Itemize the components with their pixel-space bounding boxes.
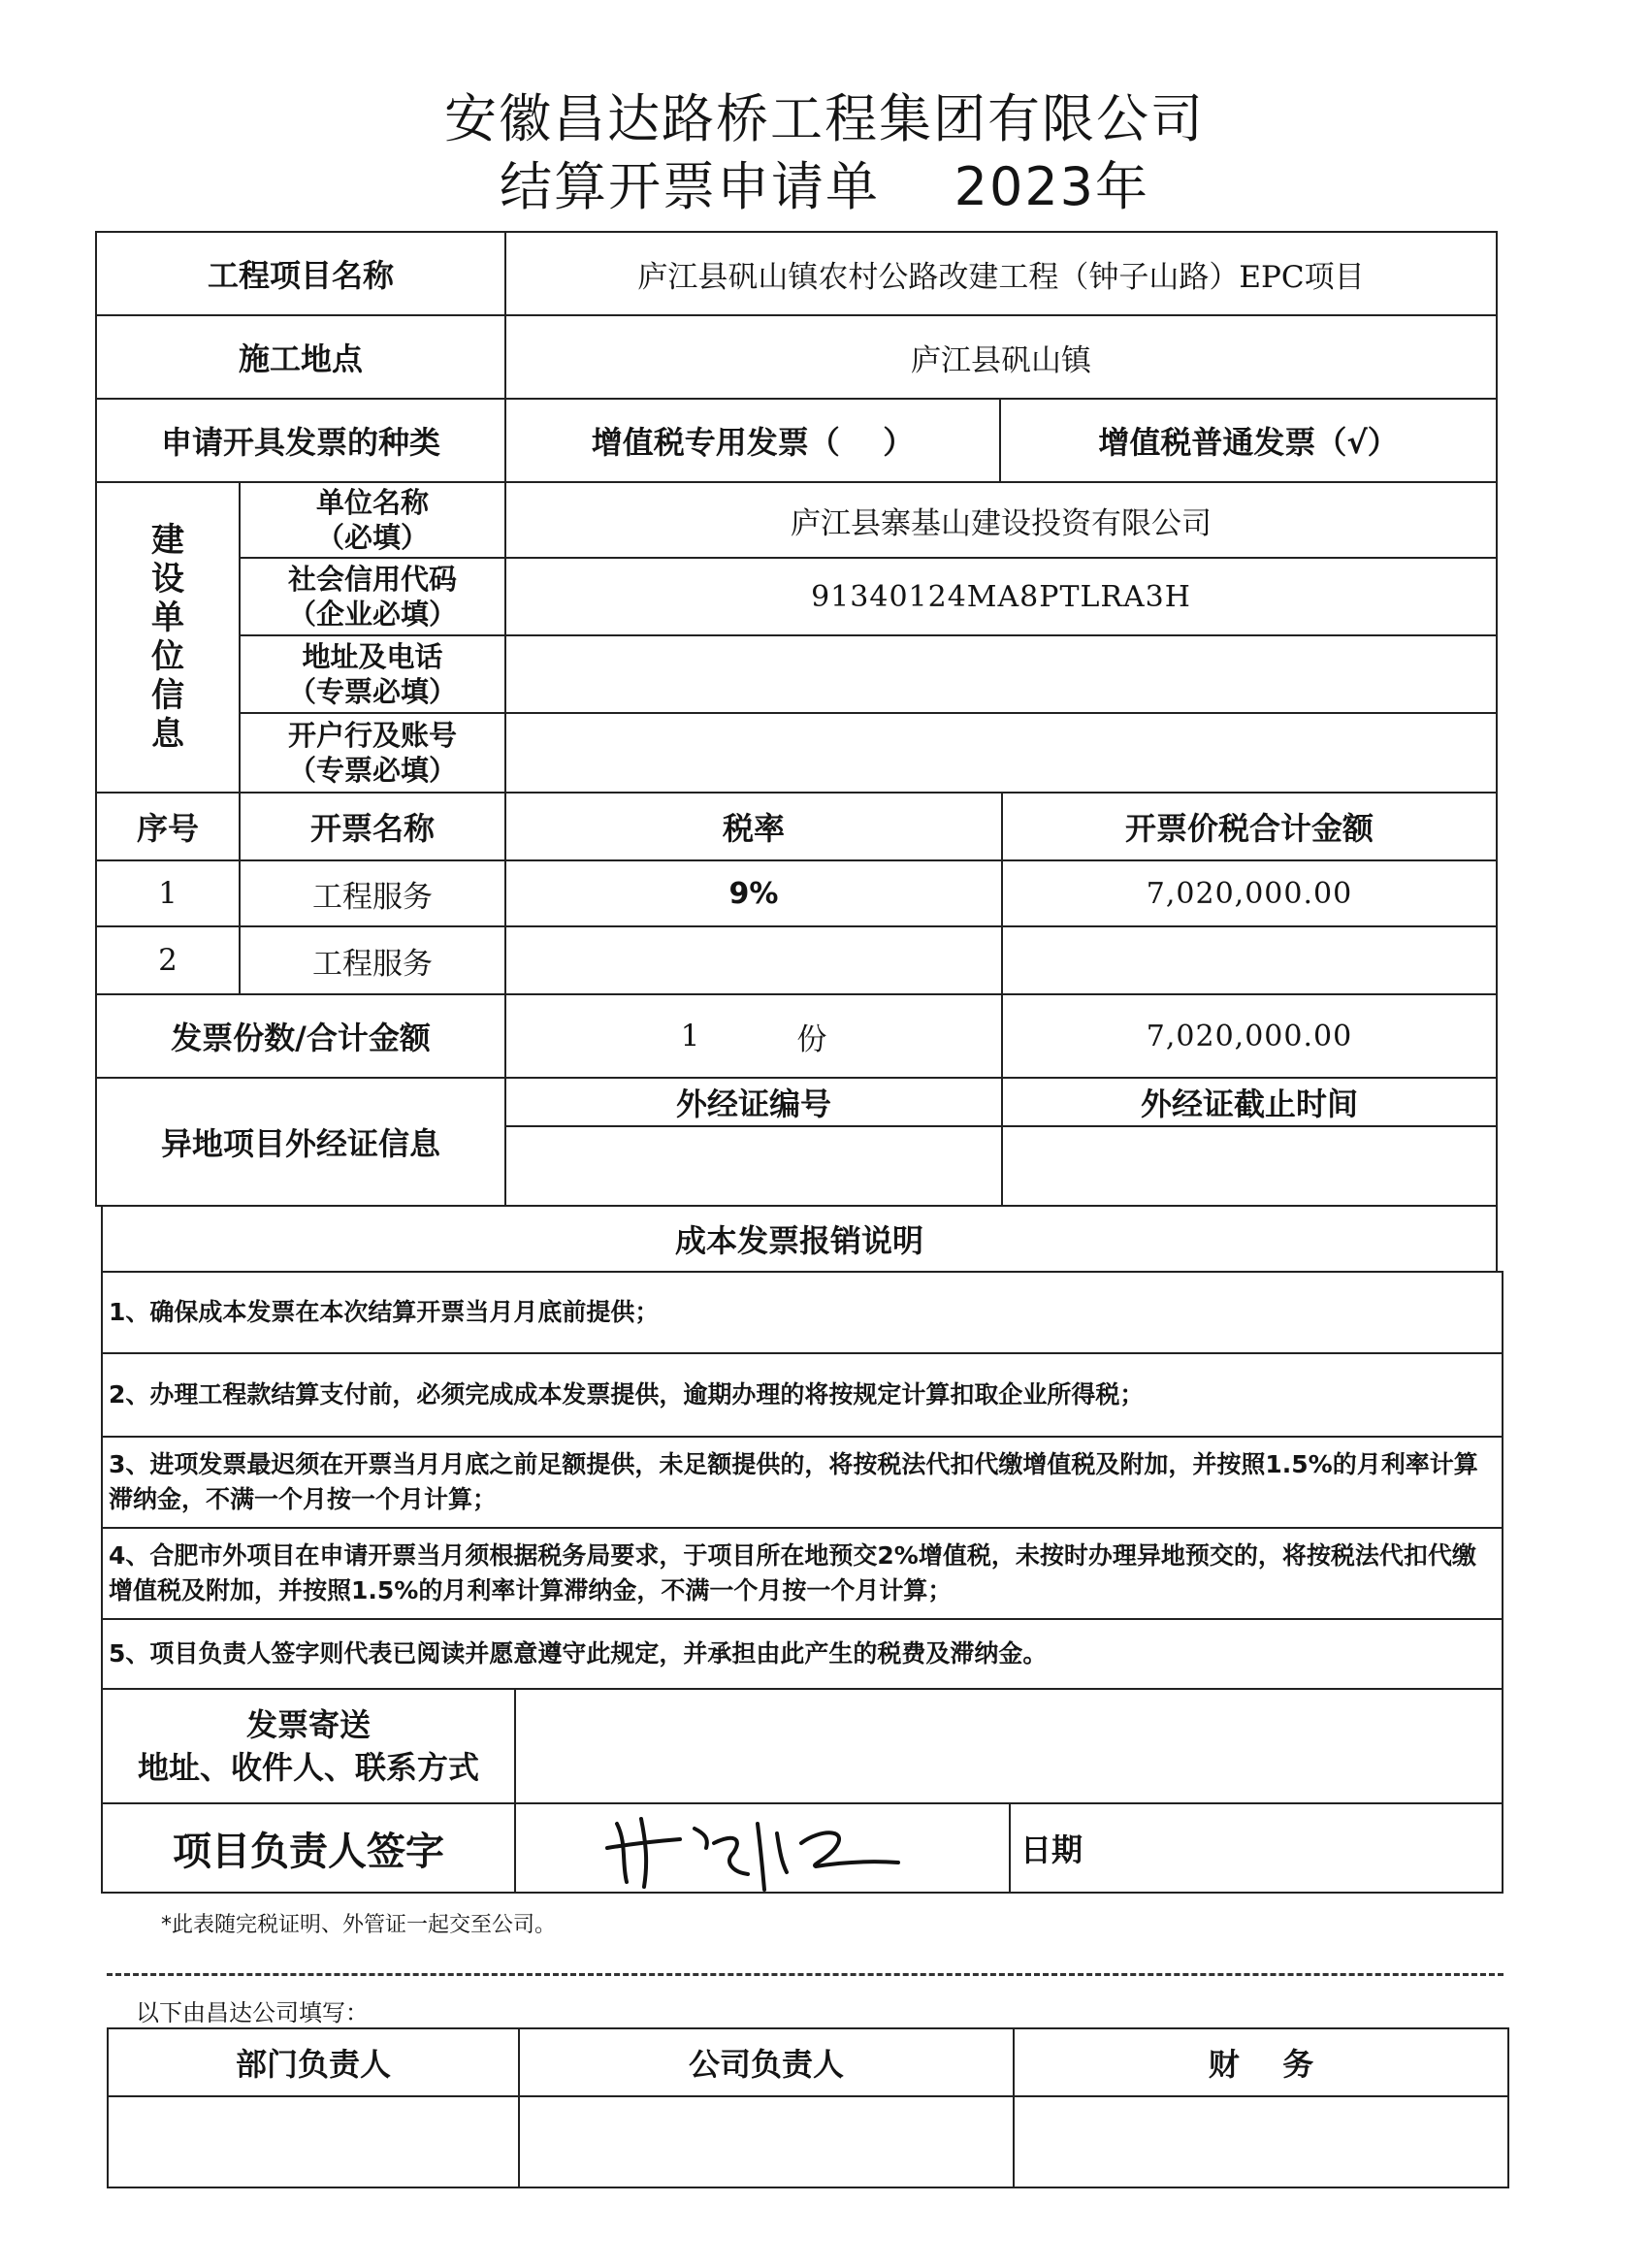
- cert-no-field[interactable]: [504, 1125, 1003, 1207]
- table-row-no: 1: [95, 859, 241, 927]
- table-row-rate: 9%: [504, 859, 1003, 927]
- mailing-label-line1: 发票寄送: [245, 1706, 371, 1743]
- invoice-type-label: 申请开具发票的种类: [95, 398, 506, 483]
- note-box: [101, 1527, 1504, 1620]
- bank-account-label: 开户行及账号: [287, 719, 457, 752]
- address-phone-hint: （专票必填）: [287, 675, 457, 708]
- credit-code-hint: （企业必填）: [287, 598, 457, 631]
- builder-field-label: [239, 712, 506, 794]
- builder-section-text: 建设单位信息: [151, 521, 184, 754]
- address-phone-label: 地址及电话: [302, 640, 443, 673]
- bank-account-hint: （专票必填）: [287, 754, 457, 787]
- invoice-count-unit: 份: [796, 1021, 827, 1057]
- footnote: *此表随完税证明、外管证一起交至公司。: [161, 1913, 557, 1937]
- normal-invoice-option[interactable]: 增值税普通发票（√）: [999, 398, 1498, 483]
- finance-header: 财 务: [1013, 2027, 1509, 2097]
- note-box: [101, 1271, 1504, 1354]
- project-name-value: 庐江县矾山镇农村公路改建工程（钟子山路）EPC项目: [504, 231, 1498, 316]
- address-phone-value[interactable]: [504, 634, 1498, 714]
- finance-field[interactable]: [1013, 2095, 1509, 2188]
- note-box: [101, 1618, 1504, 1690]
- site-label: 施工地点: [95, 314, 506, 400]
- note-item: 3、进项发票最迟须在开票当月月底之前足额提供，未足额提供的，将按税法代扣代缴增值税及附加，并按照1.5%的月利率计算滞纳金，不满一个月按一个月计算；: [109, 1450, 1478, 1513]
- company-head-header: 公司负责人: [518, 2027, 1015, 2097]
- totals-label: 发票份数/合计金额: [95, 993, 506, 1079]
- totals-count-cell: [504, 993, 1003, 1079]
- handwritten-signature: [588, 1804, 937, 1892]
- bank-account-value[interactable]: [504, 712, 1498, 794]
- site-value: 庐江县矾山镇: [504, 314, 1498, 400]
- unit-name-label: 单位名称: [315, 486, 429, 519]
- date-cell[interactable]: [1009, 1802, 1504, 1894]
- mailing-label: [101, 1688, 516, 1804]
- note-item: 1、确保成本发票在本次结算开票当月月底前提供；: [109, 1298, 660, 1326]
- table-row-name: 工程服务: [239, 925, 506, 995]
- table-row-name: 工程服务: [239, 859, 506, 927]
- sign-label-cell: [101, 1802, 516, 1894]
- table-row-amount[interactable]: [1001, 925, 1498, 995]
- table-row-no: 2: [95, 925, 241, 995]
- cert-no-header: 外经证编号: [504, 1077, 1003, 1127]
- table-row-rate[interactable]: [504, 925, 1003, 995]
- project-name-label: 工程项目名称: [95, 231, 506, 316]
- builder-section-label: [95, 481, 241, 794]
- credit-code-value: 91340124MA8PTLRA3H: [504, 557, 1498, 636]
- dept-head-field[interactable]: [107, 2095, 520, 2188]
- note-item: 2、办理工程款结算支付前，必须完成成本发票提供，逾期办理的将按规定计算扣取企业所得税；: [109, 1380, 1145, 1409]
- note-box: [101, 1436, 1504, 1529]
- col-header-no: 序号: [95, 792, 241, 861]
- note-box: [101, 1352, 1504, 1438]
- note-item: 5、项目负责人签字则代表已阅读并愿意遵守此规定，并承担由此产生的税费及滞纳金。: [109, 1639, 1048, 1668]
- special-invoice-option[interactable]: 增值税专用发票（ ）: [504, 398, 1001, 483]
- col-header-rate: 税率: [504, 792, 1003, 861]
- totals-amount: 7,020,000.00: [1001, 993, 1498, 1079]
- invoice-count: 1: [680, 1019, 700, 1053]
- unit-name-value: 庐江县寨基山建设投资有限公司: [504, 481, 1498, 559]
- signature-cell[interactable]: [514, 1802, 1011, 1894]
- note-item: 4、合肥市外项目在申请开票当月须根据税务局要求，于项目所在地预交2%增值税，未按时办理异地预交的，将按税法代扣代缴增值税及附加，并按照1.5%的月利率计算滞纳金，不满一个月按一个月计算；: [109, 1541, 1476, 1604]
- table-row-amount: 7,020,000.00: [1001, 859, 1498, 927]
- company-fill-intro: 以下由昌达公司填写：: [136, 1999, 369, 2026]
- unit-name-hint: （必填）: [315, 521, 429, 554]
- col-header-amount: 开票价税合计金额: [1001, 792, 1498, 861]
- sign-label: 项目负责人签字: [173, 1829, 444, 1874]
- form-title: 结算开票申请单 2023年: [499, 156, 1150, 217]
- cert-deadline-field[interactable]: [1001, 1125, 1498, 1207]
- dept-head-header: 部门负责人: [107, 2027, 520, 2097]
- cut-line: [107, 1973, 1504, 1976]
- credit-code-label: 社会信用代码: [287, 563, 457, 596]
- company-name: 安徽昌达路桥工程集团有限公司: [444, 88, 1205, 149]
- col-header-name: 开票名称: [239, 792, 506, 861]
- company-head-field[interactable]: [518, 2095, 1015, 2188]
- builder-field-label: [239, 481, 506, 559]
- builder-field-label: [239, 634, 506, 714]
- remote-label: 异地项目外经证信息: [95, 1077, 506, 1207]
- date-label: 日期: [1020, 1831, 1083, 1868]
- builder-field-label: [239, 557, 506, 636]
- mailing-label-line2: 地址、收件人、联系方式: [137, 1749, 479, 1786]
- cert-deadline-header: 外经证截止时间: [1001, 1077, 1498, 1127]
- notes-title: 成本发票报销说明: [101, 1205, 1498, 1273]
- mailing-field[interactable]: [514, 1688, 1504, 1804]
